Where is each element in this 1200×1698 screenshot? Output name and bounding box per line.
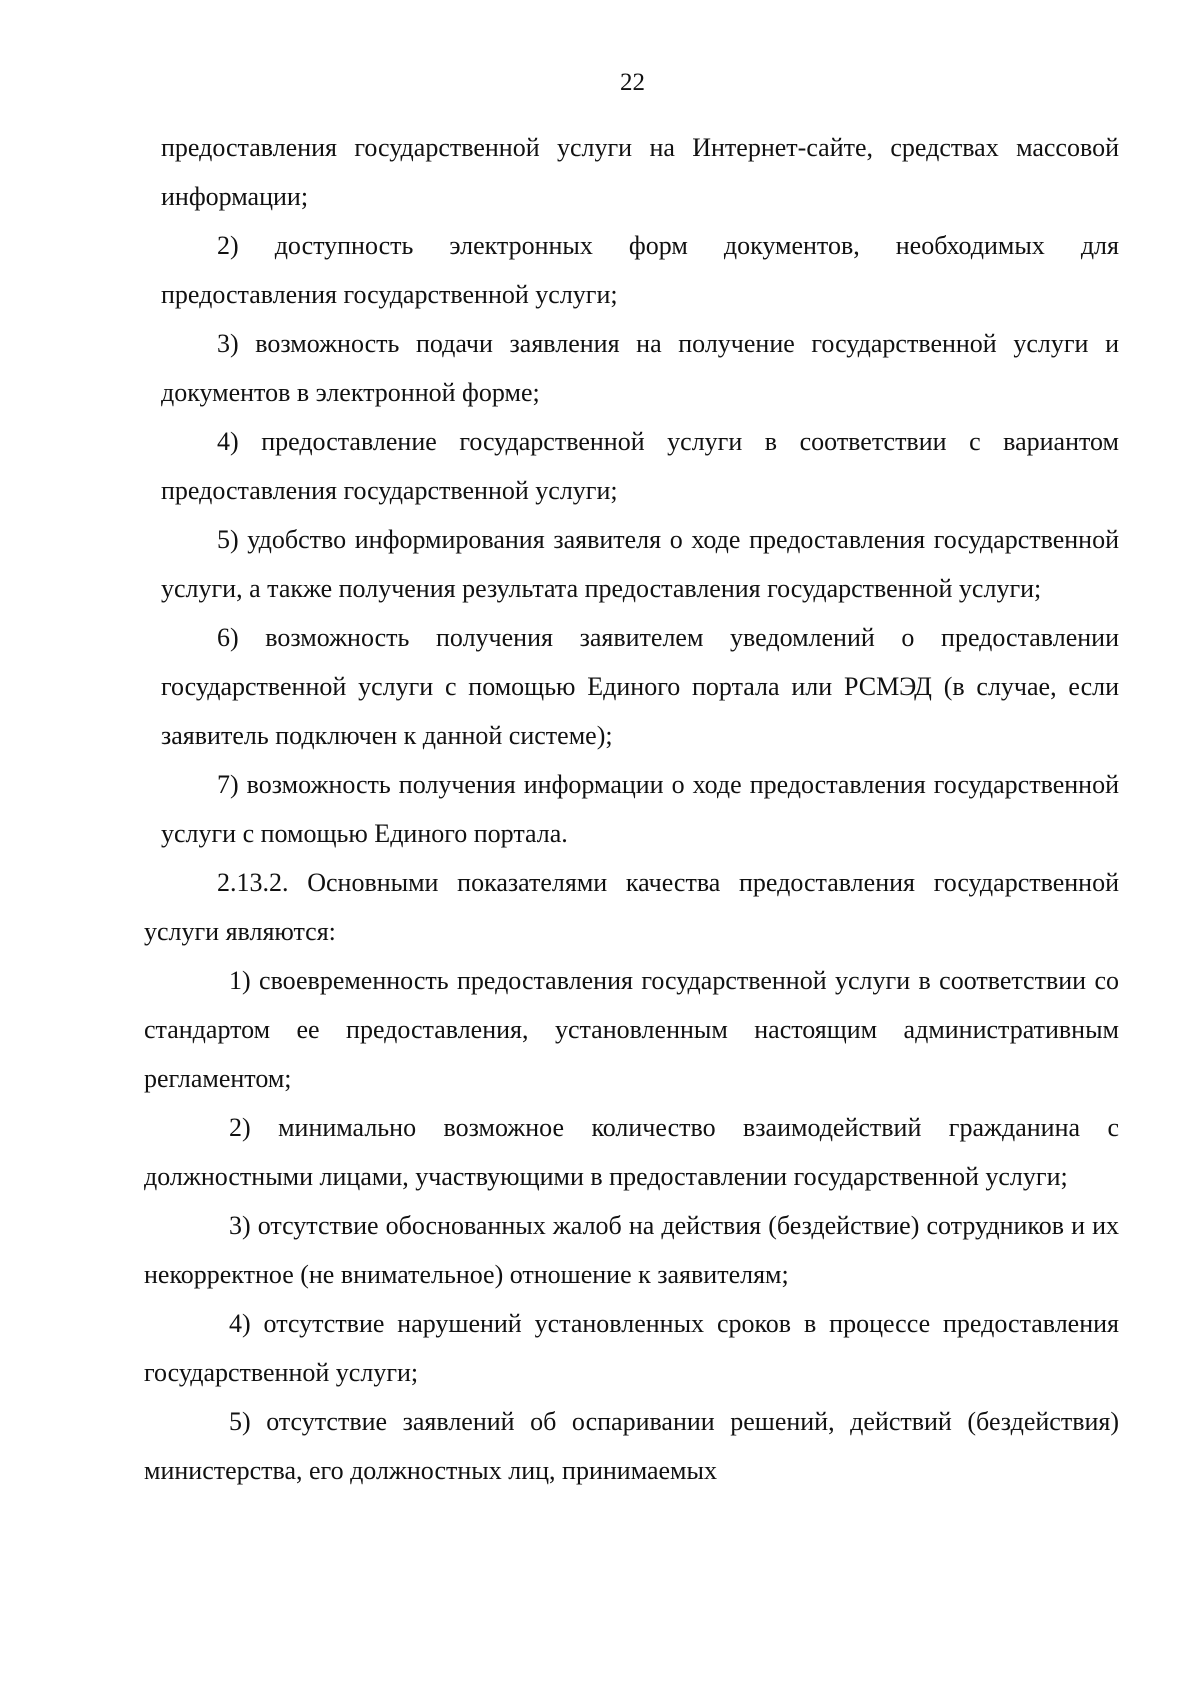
paragraph-quality-5-disputes: 5) отсутствие заявлений об оспаривании решений, действий (бездействия) министерства, его должностных лиц, принимаемых [144, 1407, 1119, 1485]
page-number: 22 [620, 69, 645, 96]
paragraph-item-7-progress-info: 7) возможность получения информации о ходе предоставления государственной услуги с помощью Единого портала. [161, 770, 1119, 848]
paragraph-item-4-service-variant: 4) предоставление государственной услуги в соответствии с вариантом предоставления государственной услуги; [161, 427, 1119, 505]
paragraph-quality-2-interactions: 2) минимально возможное количество взаимодействий гражданина с должностными лицами, участвующими в предоставлении государственной услуги; [144, 1113, 1119, 1191]
paragraph-item-6-notifications: 6) возможность получения заявителем уведомлений о предоставлении государственной услуги с помощью Единого портала или РСМЭД (в случае, если заявитель подключен к данной системе); [161, 623, 1119, 750]
paragraph-item-3-electronic-application: 3) возможность подачи заявления на получение государственной услуги и документов в электронной форме; [161, 329, 1119, 407]
paragraph-item-2-electronic-forms: 2) доступность электронных форм документов, необходимых для предоставления государственной услуги; [161, 231, 1119, 309]
document-body [0, 123, 1200, 1495]
paragraph-quality-1-timeliness: 1) своевременность предоставления государственной услуги в соответствии со стандартом ее предоставления, установленным настоящим административным регламентом; [144, 966, 1119, 1093]
paragraph-item-5-informing: 5) удобство информирования заявителя о ходе предоставления государственной услуги, а также получения результата предоставления государственной услуги; [161, 525, 1119, 603]
paragraph-quality-3-complaints: 3) отсутствие обоснованных жалоб на действия (бездействие) сотрудников и их некорректное (не внимательное) отношение к заявителям; [144, 1211, 1119, 1289]
paragraph-section-2-13-2: 2.13.2. Основными показателями качества предоставления государственной услуги являются: [144, 868, 1119, 946]
paragraph-continuation: предоставления государственной услуги на Интернет-сайте, средствах массовой информации; [161, 133, 1119, 211]
paragraph-quality-4-deadlines: 4) отсутствие нарушений установленных сроков в процессе предоставления государственной услуги; [144, 1309, 1119, 1387]
